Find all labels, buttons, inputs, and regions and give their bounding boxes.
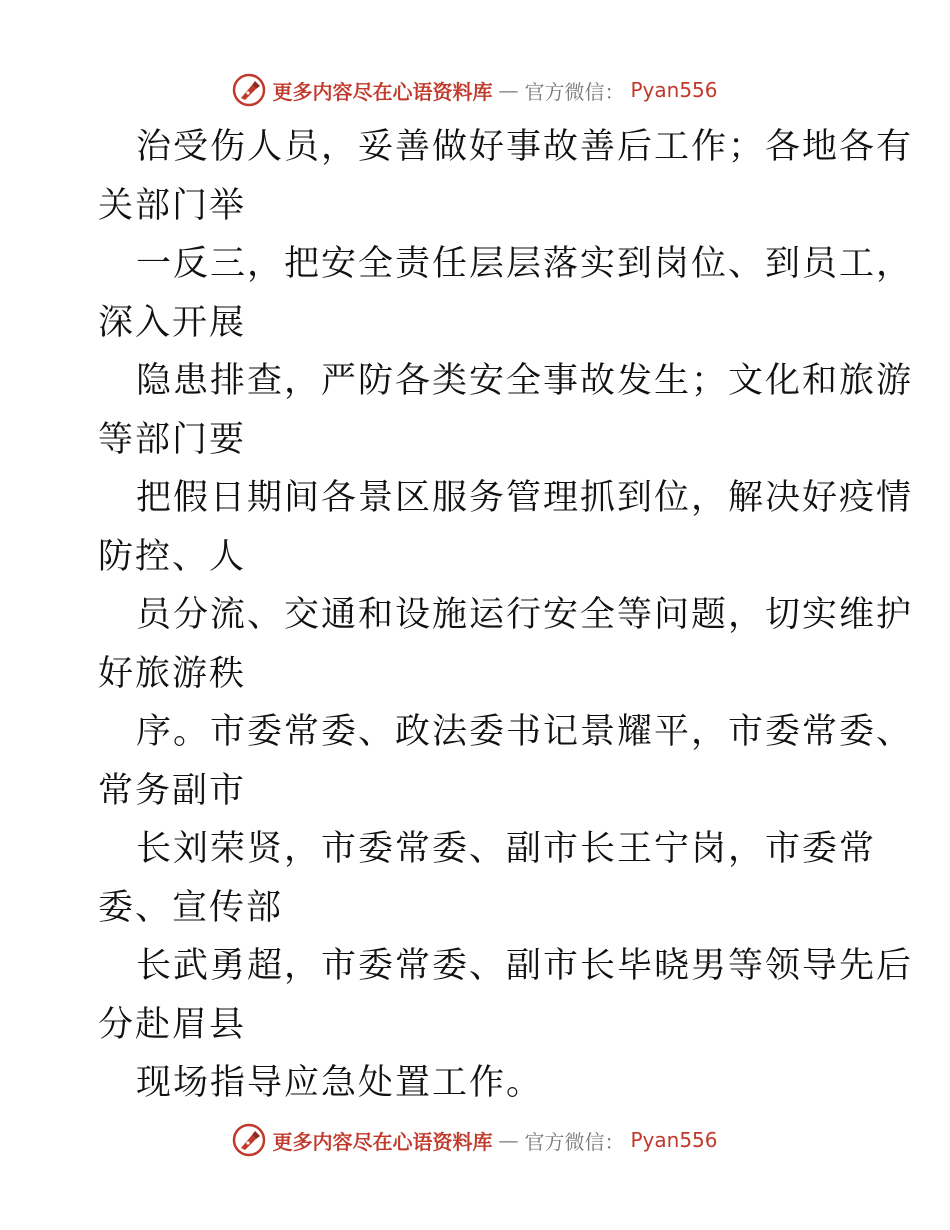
paragraph-line: 隐患排查，严防各类安全事故发生；文化和旅游 (136, 361, 914, 401)
paragraph-line: 一反三，把安全责任层层落实到岗位、到员工， (136, 244, 914, 284)
paragraph-line: 深入开展 (98, 302, 247, 343)
paragraph-line: 委、宣传部 (98, 887, 284, 928)
watermark-official-label: 官方微信： (524, 79, 625, 104)
paragraph-line: 把假日期间各景区服务管理抓到位，解决好疫情 (136, 478, 914, 518)
paragraph-line: 序。市委常委、政法委书记景耀平，市委常委、 (136, 712, 914, 752)
watermark-separator: — (498, 78, 519, 102)
paragraph-line: 分赴眉县 (98, 1004, 247, 1045)
paragraph-line: 常务副市 (98, 770, 247, 811)
paragraph-line: 治受伤人员，妥善做好事故善后工作；各地各有 (136, 127, 914, 167)
paragraph-line: 长刘荣贤，市委常委、副市长王宁岗，市委常 (136, 829, 877, 869)
paragraph-line: 员分流、交通和设施运行安全等问题，切实维护 (136, 595, 914, 635)
watermark-brand: 更多内容尽在心语资料库 (272, 1129, 493, 1154)
watermark-separator: — (498, 1128, 519, 1152)
paragraph-line: 防控、人 (98, 536, 247, 577)
watermark-account: Pyan556 (630, 78, 718, 102)
paragraph-line: 关部门举 (98, 185, 247, 226)
document-body (98, 118, 914, 1113)
paragraph-line: 好旅游秩 (98, 653, 247, 694)
watermark-official-label: 官方微信： (524, 1129, 625, 1154)
footer-watermark (0, 1122, 950, 1158)
pen-nib-logo-icon (232, 1123, 266, 1157)
paragraph-line: 现场指导应急处置工作。 (136, 1063, 544, 1103)
paragraph-line: 长武勇超，市委常委、副市长毕晓男等领导先后 (136, 946, 914, 986)
paragraph-line: 等部门要 (98, 419, 247, 460)
watermark-brand: 更多内容尽在心语资料库 (272, 79, 493, 104)
pen-nib-logo-icon (232, 73, 266, 107)
watermark-account: Pyan556 (630, 1128, 718, 1152)
header-watermark (0, 72, 950, 108)
